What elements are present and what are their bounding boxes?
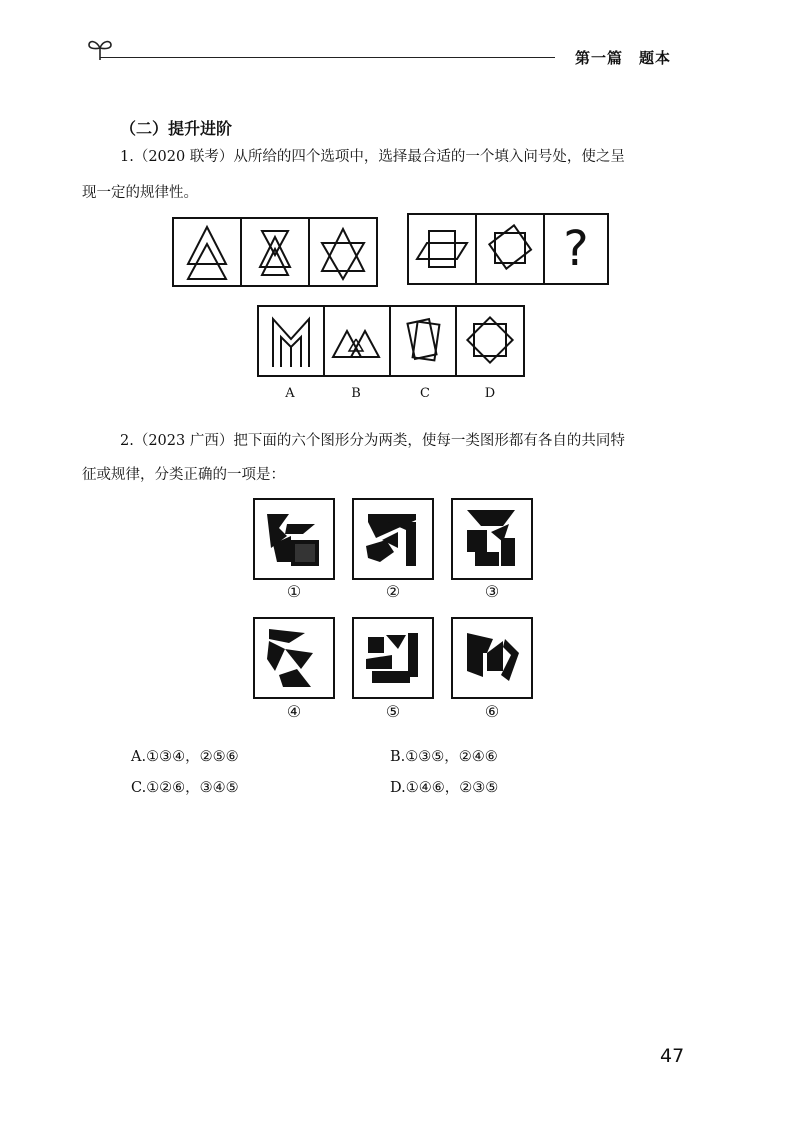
q2-option-c[interactable] — [131, 776, 239, 797]
q2-figure-6-label: ⑥ — [484, 702, 500, 721]
header-title: 第一篇 题本 — [575, 49, 672, 67]
q2-option-a[interactable] — [131, 745, 239, 766]
q2-figure-3 — [451, 498, 533, 580]
q2-option-a-text: ①③④，②⑤⑥ — [146, 749, 239, 765]
q1-figure-4 — [407, 213, 477, 285]
q2-text-line1: 2.（2023 广西）把下面的六个图形分为两类，使每一类图形都有各自的共同特 — [120, 433, 625, 449]
q2-option-d-text: ①④⑥，②③⑤ — [405, 780, 499, 796]
question-mark: ? — [563, 221, 589, 277]
header-rule — [100, 57, 555, 58]
q1-option-b-figure[interactable] — [323, 305, 391, 377]
section-title: （二）提升进阶 — [120, 119, 233, 138]
q2-figure-3-label: ③ — [484, 582, 500, 601]
q2-figure-5-label: ⑤ — [385, 702, 401, 721]
q2-figure-6 — [451, 617, 533, 699]
q2-option-d[interactable] — [390, 776, 498, 797]
q1-option-a-label: A — [285, 386, 295, 401]
q2-option-d-letter: D. — [390, 780, 406, 796]
q1-figure-1 — [172, 217, 242, 287]
page-number: 47 — [660, 1045, 685, 1067]
q1-figure-3 — [308, 217, 378, 287]
q2-figure-4-label: ④ — [286, 702, 302, 721]
q2-option-b-text: ①③⑤，②④⑥ — [405, 749, 498, 765]
q1-option-b-label: B — [351, 386, 361, 401]
q1-option-a-figure[interactable] — [257, 305, 325, 377]
q1-option-d-figure[interactable] — [455, 305, 525, 377]
q2-figure-2-label: ② — [385, 582, 401, 601]
q2-figure-5 — [352, 617, 434, 699]
q1-text-line1: 1.（2020 联考）从所给的四个选项中，选择最合适的一个填入问号处，使之呈 — [120, 149, 625, 165]
q2-figure-2 — [352, 498, 434, 580]
q1-text-line2: 现一定的规律性。 — [82, 185, 198, 201]
q1-unknown-cell — [543, 213, 609, 285]
q2-text-line2: 征或规律，分类正确的一项是： — [82, 467, 285, 483]
q2-option-b-letter: B. — [390, 749, 406, 765]
q2-figure-1 — [253, 498, 335, 580]
sprout-icon — [86, 36, 114, 62]
q2-option-a-letter: A. — [131, 749, 147, 765]
q1-figure-2 — [240, 217, 310, 287]
q1-option-d-label: D — [484, 386, 496, 401]
q1-option-c-figure[interactable] — [389, 305, 457, 377]
q1-option-c-label: C — [420, 386, 430, 401]
q2-figure-1-label: ① — [286, 582, 302, 601]
q2-option-b[interactable] — [390, 745, 498, 766]
q2-option-c-text: ①②⑥，③④⑤ — [146, 780, 239, 796]
q2-figure-4 — [253, 617, 335, 699]
q2-option-c-letter: C. — [131, 780, 147, 796]
q1-figure-5 — [475, 213, 545, 285]
